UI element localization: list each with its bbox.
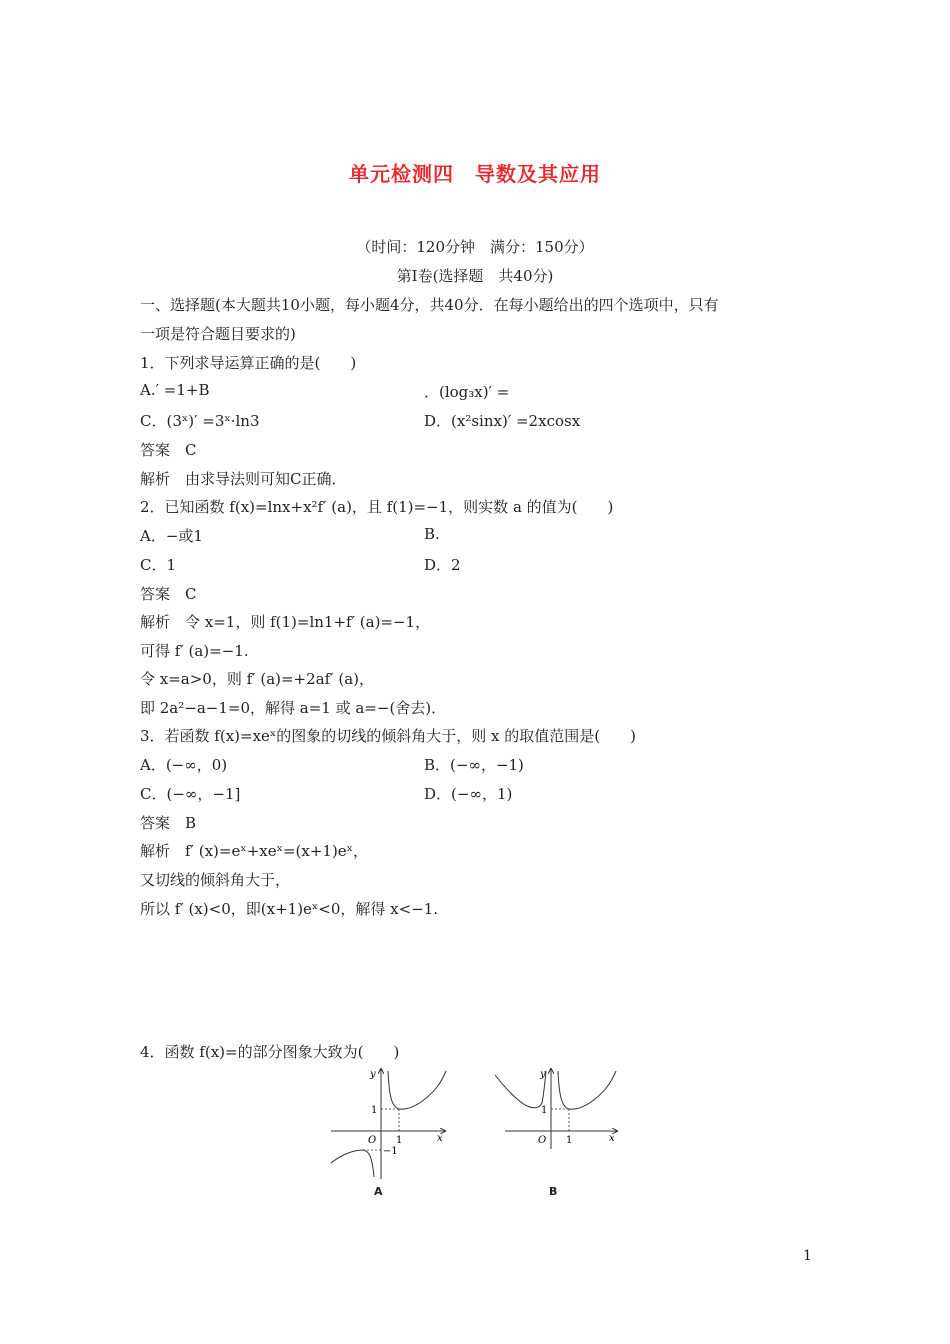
q3-analysis-2: 又切线的倾斜角大于，	[140, 871, 291, 889]
tick-y-1: 1	[371, 1105, 378, 1116]
q2-stem: 2．已知函数 f(x)=lnx+x²f′ (a)，且 f(1)=−1，则实数 a 的值为( )	[140, 498, 614, 516]
q1-analysis: 解析 由求导法则可知C正确．	[140, 470, 347, 488]
q3-stem: 3．若函数 f(x)=xeˣ的图象的切线的倾斜角大于，则 x 的取值范围是( )	[140, 727, 636, 745]
y-label: y	[370, 1069, 376, 1080]
q2-option-b: B.	[424, 525, 440, 543]
q2-analysis-1: 解析 令 x=1，则 f(1)=ln1+f′ (a)=−1，	[140, 613, 431, 631]
section-intro: 一、选择题(本大题共10小题，每小题4分，共40分．在每小题给出的四个选项中，只有	[140, 296, 719, 314]
tick-y-1: 1	[541, 1105, 548, 1116]
q3-analysis-1: 解析 f′ (x)=eˣ+xeˣ=(x+1)eˣ，	[140, 842, 369, 860]
tick-y-neg1: −1	[383, 1146, 398, 1157]
q1-option-c: C．(3ˣ)′ =3ˣ·ln3	[140, 412, 260, 430]
y-label: y	[540, 1069, 546, 1080]
q4-graph-b	[495, 1063, 625, 1183]
q3-analysis-3: 所以 f′ (x)<0，即(x+1)eˣ<0，解得 x<−1.	[140, 900, 439, 918]
x-label: x	[437, 1133, 443, 1144]
document-title: 单元检测四 导数及其应用	[349, 162, 601, 186]
q2-option-a: A．−或1	[140, 527, 203, 545]
q3-option-a: A．(−∞，0)	[140, 756, 228, 774]
curve-right	[388, 1071, 446, 1109]
exam-meta: （时间：120分钟 满分：150分）	[356, 238, 594, 256]
q1-option-b: ．(log₃x)′ =	[424, 383, 510, 401]
origin-label: O	[538, 1135, 547, 1146]
q3-option-b: B．(−∞，−1)	[424, 756, 524, 774]
q4-stem: 4．函数 f(x)=的部分图象大致为( )	[140, 1043, 400, 1061]
q2-option-c: C．1	[140, 556, 177, 574]
page-number: 1	[803, 1248, 812, 1264]
q3-option-c: C．(−∞，−1]	[140, 785, 241, 803]
q1-option-d: D．(x²sinx)′ =2xcosx	[424, 412, 581, 430]
curve-left	[331, 1150, 374, 1177]
q2-answer: 答案 C	[140, 585, 197, 603]
q3-option-d: D．(−∞，1)	[424, 785, 513, 803]
q2-analysis-2: 可得 f′ (a)=−1.	[140, 642, 249, 660]
q2-option-d: D．2	[424, 556, 461, 574]
section-intro-cont: 一项是符合题目要求的)	[140, 325, 296, 343]
x-label: x	[609, 1133, 615, 1144]
q1-answer: 答案 C	[140, 441, 197, 459]
q4-graph-a	[325, 1063, 455, 1183]
tick-x-1: 1	[396, 1135, 403, 1146]
q1-stem: 1．下列求导运算正确的是( )	[140, 354, 357, 372]
curve-right	[558, 1071, 616, 1109]
q3-answer: 答案 B	[140, 814, 197, 832]
graph-b-label: B	[549, 1185, 558, 1198]
origin-label: O	[368, 1135, 377, 1146]
q2-analysis-4: 即 2a²−a−1=0，解得 a=1 或 a=−(舍去)．	[140, 699, 447, 717]
tick-x-1: 1	[566, 1135, 573, 1146]
q1-option-a: A.′ =1+B	[140, 381, 210, 399]
graph-a-label: A	[374, 1185, 383, 1198]
curve-left	[495, 1071, 546, 1108]
part-heading: 第Ⅰ卷(选择题 共40分)	[396, 267, 554, 285]
q2-analysis-3: 令 x=a>0，则 f′ (a)=+2af′ (a)，	[140, 670, 374, 688]
